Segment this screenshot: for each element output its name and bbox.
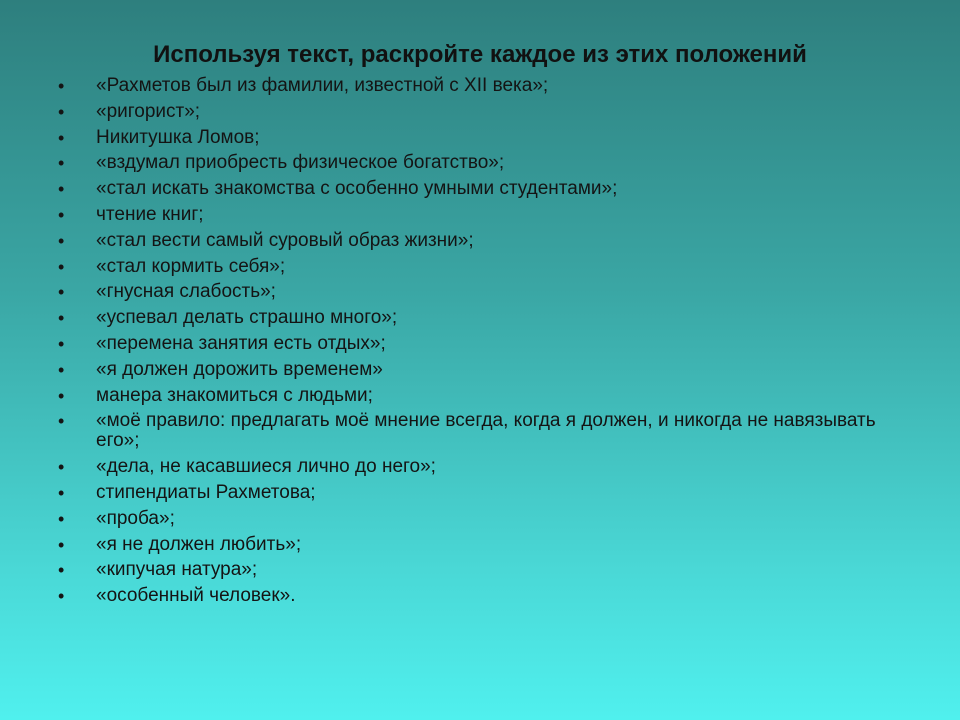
list-item — [58, 179, 908, 199]
list-item-text: манера знакомиться с людьми; — [96, 384, 373, 406]
bullet-icon: • — [58, 359, 65, 380]
bullet-icon: • — [58, 230, 65, 251]
bullet-icon: • — [58, 308, 65, 329]
bullet-icon: • — [58, 411, 65, 432]
bullet-icon: • — [58, 385, 65, 406]
bullet-icon: • — [58, 586, 65, 607]
list-item-text: «я должен дорожить временем» — [96, 358, 383, 380]
list-item — [58, 308, 908, 328]
list-item-text: «стал кормить себя»; — [96, 255, 286, 277]
bullet-icon: • — [58, 282, 65, 303]
list-item — [58, 457, 908, 477]
bullet-icon: • — [58, 204, 65, 225]
bullet-icon: • — [58, 179, 65, 200]
list-item — [58, 231, 908, 251]
bullet-icon: • — [58, 127, 65, 148]
list-item — [58, 257, 908, 277]
list-item-text: «кипучая натура»; — [96, 559, 258, 581]
list-item — [58, 560, 908, 580]
list-item — [58, 102, 908, 122]
list-item-text: «перемена занятия есть отдых»; — [96, 332, 386, 354]
list-item — [58, 386, 908, 406]
list-item — [58, 586, 908, 606]
list-item — [58, 76, 908, 96]
list-item — [58, 334, 908, 354]
list-item-text: стипендиаты Рахметова; — [96, 481, 316, 503]
bullet-icon: • — [58, 256, 65, 277]
list-item — [58, 205, 908, 225]
bullet-icon: • — [58, 534, 65, 555]
list-item-text: «успевал делать страшно много»; — [96, 307, 398, 329]
list-item — [58, 509, 908, 529]
bullet-list — [58, 76, 908, 612]
slide-title: Используя текст, раскройте каждое из этих положений — [153, 41, 807, 68]
list-item-text: чтение книг; — [96, 203, 204, 225]
list-item-text: «я не должен любить»; — [96, 533, 302, 555]
bullet-icon: • — [58, 482, 65, 503]
list-item-text: «вздумал приобресть физическое богатство»; — [96, 152, 505, 174]
list-item-text: Никитушка Ломов; — [96, 126, 260, 148]
bullet-icon: • — [58, 153, 65, 174]
list-item — [58, 128, 908, 148]
list-item-text: «моё правило: предлагать моё мнение всегда, когда я должен, и никогда не навязывать его»; — [96, 410, 876, 452]
list-item-text: «стал искать знакомства с особенно умными студентами»; — [96, 178, 618, 200]
bullet-icon: • — [58, 76, 65, 96]
list-item — [58, 483, 908, 503]
list-item — [58, 411, 908, 451]
bullet-icon: • — [58, 101, 65, 122]
list-item — [58, 153, 908, 173]
list-item — [58, 360, 908, 380]
list-item-text: «гнусная слабость»; — [96, 281, 276, 303]
list-item-text: «стал вести самый суровый образ жизни»; — [96, 229, 474, 251]
list-item — [58, 282, 908, 302]
bullet-icon: • — [58, 508, 65, 529]
list-item-text: «дела, не касавшиеся лично до него»; — [96, 456, 436, 478]
bullet-icon: • — [58, 560, 65, 581]
bullet-icon: • — [58, 457, 65, 478]
list-item-text: «ригорист»; — [96, 100, 201, 122]
bullet-icon: • — [58, 333, 65, 354]
list-item-text: «проба»; — [96, 507, 175, 529]
list-item-text: «особенный человек». — [96, 585, 296, 607]
list-item — [58, 535, 908, 555]
list-item-text: «Рахметов был из фамилии, известной с XII века»; — [96, 75, 549, 96]
